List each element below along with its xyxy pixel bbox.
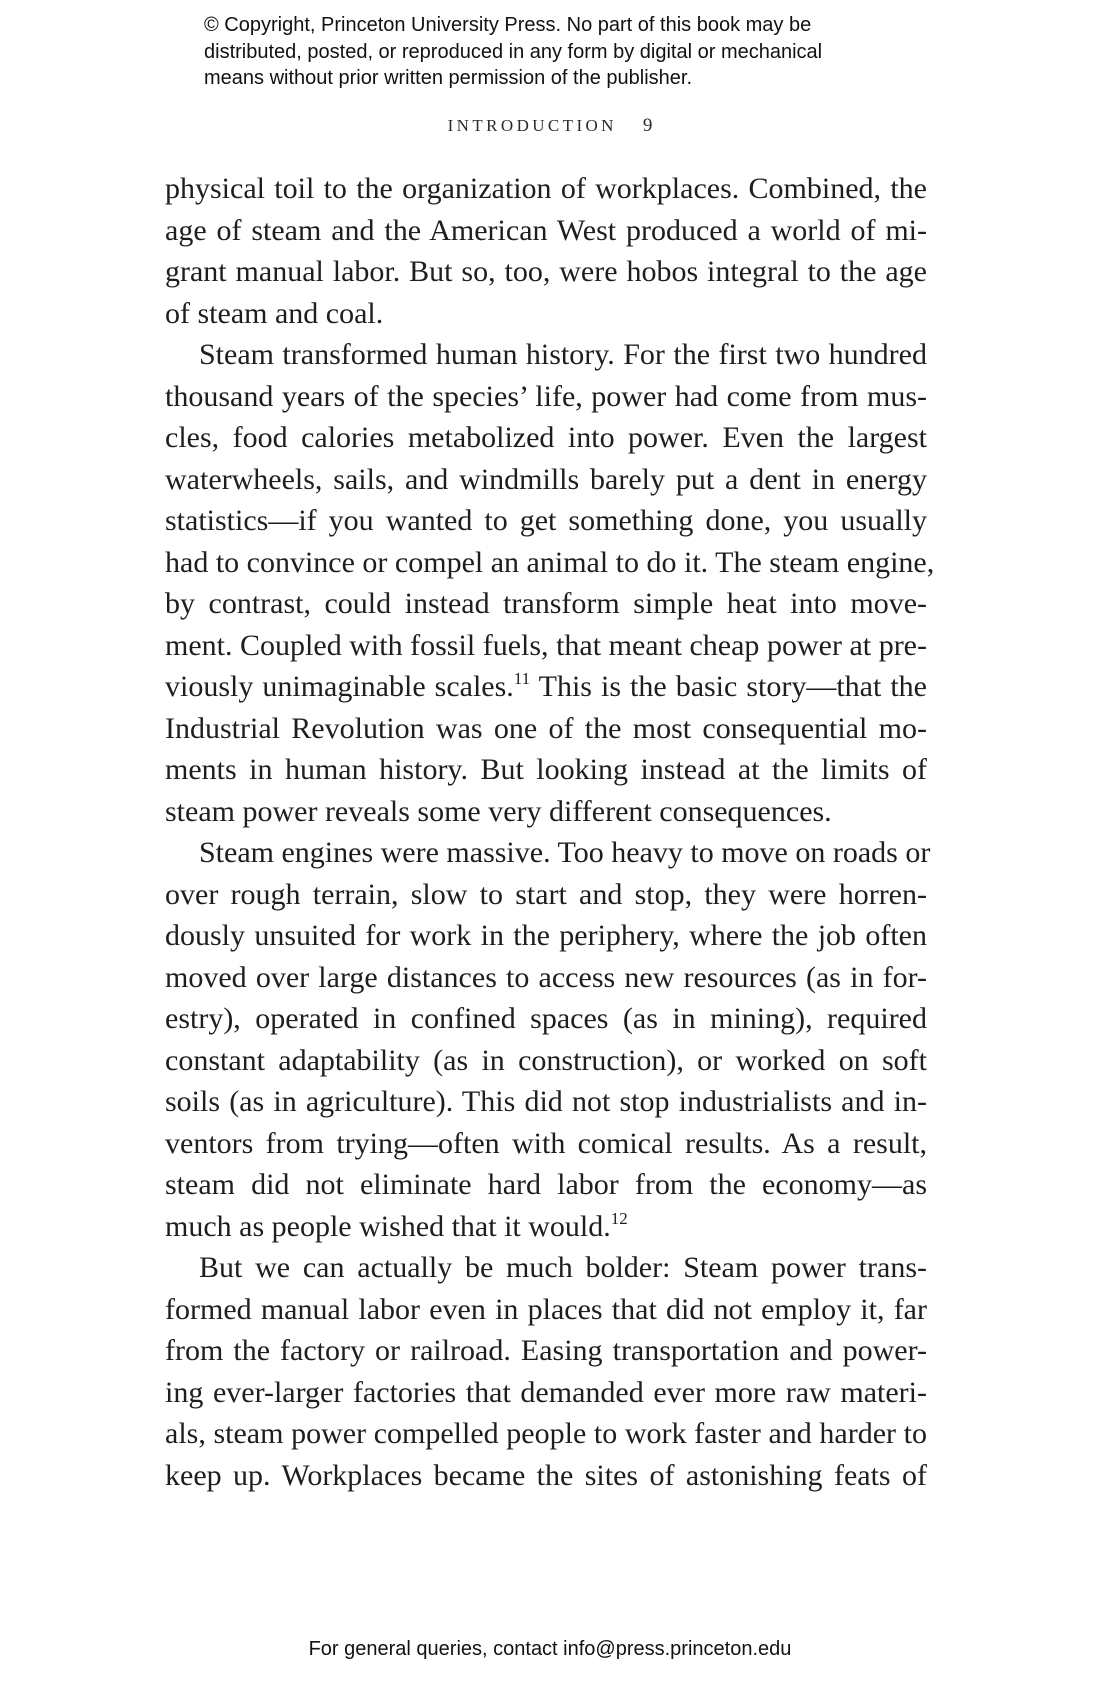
text-fragment: viously unimaginable scales. [165, 670, 514, 703]
footnote-marker[interactable]: 11 [513, 669, 531, 688]
text-line: dously unsuited for work in the periphery, where the job often [165, 919, 927, 952]
text-line: grant manual labor. But so, too, were hobos integral to the age [165, 255, 927, 288]
copyright-line: © Copyright, Princeton University Press. No part of this book may be [204, 14, 812, 36]
text-line: physical toil to the organization of workplaces. Combined, the [165, 172, 927, 205]
text-line: steam power reveals some very different consequences. [165, 794, 832, 828]
text-line: ments in human history. But looking instead at the limits of [165, 753, 927, 786]
text-line: als, steam power compelled people to work faster and harder to [165, 1417, 927, 1450]
text-line: Industrial Revolution was one of the most consequential mo- [165, 711, 927, 745]
text-line: cles, food calories metabolized into power. Even the largest [165, 421, 927, 454]
text-line: formed manual labor even in places that did not employ it, far [165, 1292, 927, 1326]
text-line: But we can actually be much bolder: Steam power trans- [199, 1251, 927, 1284]
text-line: statistics—if you wanted to get something done, you usually [165, 504, 927, 537]
text-line: moved over large distances to access new resources (as in for- [165, 960, 927, 994]
text-fragment: This is the basic story—that the [530, 670, 927, 703]
text-line: age of steam and the American West produced a world of mi- [165, 213, 927, 247]
copyright-line: means without prior written permission of the publisher. [204, 67, 693, 89]
text-line: ventors from trying—often with comical results. As a result, [165, 1126, 927, 1160]
footer-contact: For general queries, contact info@press.princeton.edu [308, 1638, 792, 1660]
text-line: estry), operated in confined spaces (as in mining), required [165, 1002, 927, 1035]
text-line: thousand years of the species’ life, power had come from mus- [165, 379, 927, 413]
text-line: Steam transformed human history. For the first two hundred [199, 338, 927, 371]
text-line: keep up. Workplaces became the sites of astonishing feats of [165, 1458, 927, 1492]
page-number: 9 [642, 115, 653, 136]
text-line: had to convince or compel an animal to do it. The steam engine, [165, 545, 935, 579]
text-line: Steam engines were massive. Too heavy to move on roads or [199, 836, 931, 869]
text-line [165, 1206, 927, 1248]
copyright-notice [204, 12, 924, 92]
copyright-line: distributed, posted, or reproduced in any form by digital or mechanical [204, 40, 823, 63]
text-line: constant adaptability (as in construction), or worked on soft [165, 1043, 927, 1077]
footnote-marker[interactable]: 12 [610, 1208, 628, 1228]
running-head [0, 115, 1100, 137]
text-line: from the factory or railroad. Easing transportation and power- [165, 1334, 927, 1367]
text-line: by contrast, could instead transform simple heat into move- [165, 587, 927, 620]
text-line: soils (as in agriculture). This did not stop industrialists and in- [165, 1085, 927, 1118]
text-line: ment. Coupled with fossil fuels, that meant cheap power at pre- [165, 628, 927, 662]
running-head-title: INTRODUCTION [447, 116, 617, 135]
text-line: ing ever-larger factories that demanded ever more raw materi- [165, 1375, 927, 1409]
text-line: steam did not eliminate hard labor from the economy—as [165, 1168, 927, 1201]
body-text [165, 168, 935, 1496]
text-line: waterwheels, sails, and windmills barely put a dent in energy [165, 462, 927, 496]
text-fragment: much as people wished that it would. [165, 1209, 611, 1243]
text-line: of steam and coal. [165, 296, 384, 330]
text-line: over rough terrain, slow to start and stop, they were horren- [165, 877, 927, 911]
text-line [165, 666, 927, 708]
